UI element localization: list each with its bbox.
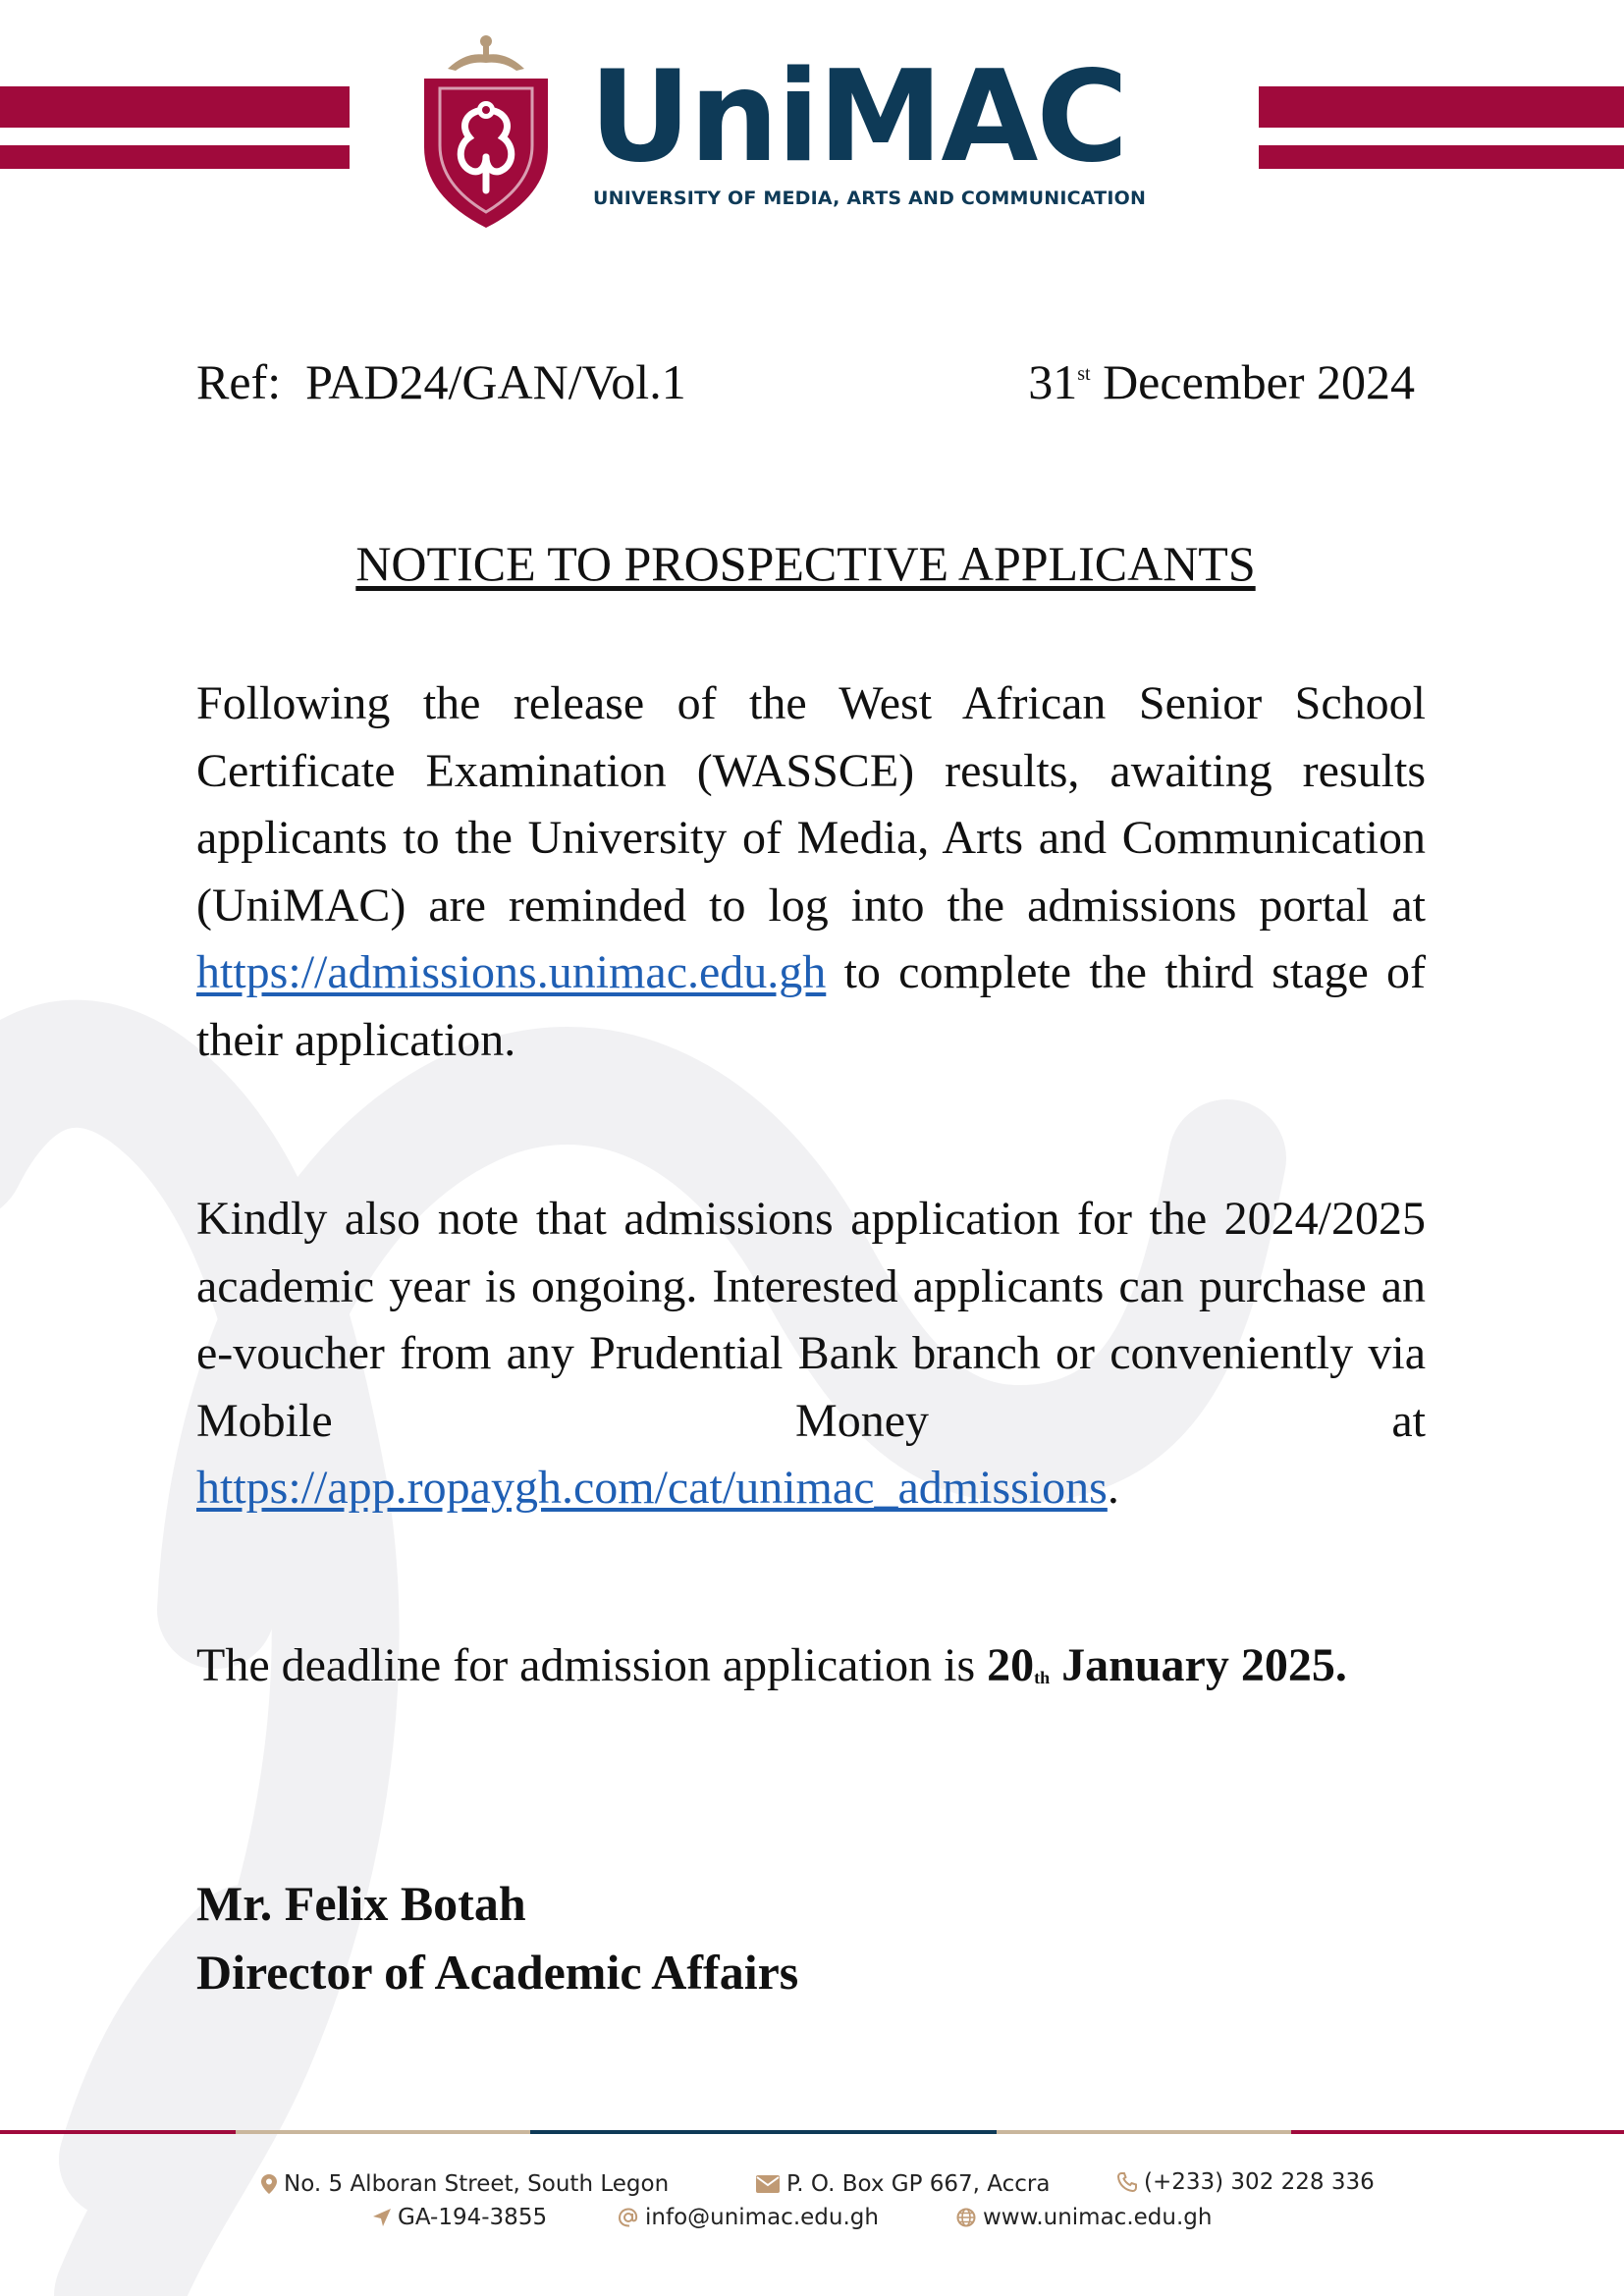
envelope-icon [756, 2175, 780, 2193]
footer-po-box-text: P. O. Box GP 667, Accra [786, 2171, 1051, 2197]
navigation-arrow-icon [373, 2209, 391, 2226]
reference-line [196, 353, 686, 410]
globe-icon [956, 2208, 976, 2227]
at-sign-icon [619, 2208, 638, 2227]
signatory-name: Mr. Felix Botah [196, 1876, 526, 1931]
deadline-day-suffix: th [1034, 1668, 1051, 1687]
brand-subtitle: UNIVERSITY OF MEDIA, ARTS AND COMMUNICATION [593, 187, 1147, 209]
footer-phone [1117, 2169, 1375, 2195]
location-pin-icon [261, 2174, 277, 2194]
date-month-year: December 2024 [1103, 354, 1415, 409]
p3-text: The deadline for admission application is [196, 1639, 976, 1691]
footer-divider-navy [530, 2130, 997, 2134]
footer-gps-text: GA-194-3855 [398, 2205, 548, 2230]
university-wordmark [589, 44, 1218, 209]
paragraph-results-reminder [196, 670, 1426, 1074]
footer-website-text: www.unimac.edu.gh [983, 2205, 1213, 2230]
footer-phone-text: (+233) 302 228 336 [1144, 2169, 1375, 2195]
footer-website [956, 2205, 1212, 2230]
date-suffix: st [1077, 363, 1091, 385]
signatory-title: Director of Academic Affairs [196, 1945, 799, 2000]
letterhead-band-right [1259, 86, 1624, 171]
paragraph-deadline [196, 1632, 1426, 1700]
p1-text: Following the release of the West African Senior School Certificate Examination (WASSCE) results, awaiting results applicants to the University of Media, Arts and Communication (UniMAC) are reminded to log into the admissions portal at [196, 677, 1426, 932]
footer-divider-crimson-right [1291, 2130, 1624, 2134]
footer-gps-address [373, 2205, 547, 2230]
letter-date [1028, 353, 1415, 410]
footer-divider-gold-right [997, 2130, 1291, 2134]
deadline-day: 20 [987, 1639, 1035, 1691]
letterhead-band-left [0, 86, 350, 171]
p1-text-end: to complete the third stage of their application. [196, 946, 1427, 1066]
footer-divider-crimson-left [0, 2130, 236, 2134]
university-crest-logo [412, 31, 560, 233]
footer-address-text: No. 5 Alboran Street, South Legon [284, 2171, 670, 2197]
footer-divider-gold-left [236, 2130, 530, 2134]
footer-address [261, 2171, 669, 2197]
notice-title: NOTICE TO PROSPECTIVE APPLICANTS [355, 536, 1256, 591]
date-day: 31 [1028, 354, 1078, 409]
brand-name: UniMAC [589, 44, 1127, 190]
deadline-month-year: January 2025. [1061, 1639, 1347, 1691]
deadline-date [987, 1639, 1347, 1691]
paragraph-application-ongoing [196, 1186, 1426, 1522]
ref-label: Ref: [196, 354, 282, 409]
p2-text-end: . [1107, 1462, 1119, 1514]
ropay-voucher-link[interactable]: https://app.ropaygh.com/cat/unimac_admissions [196, 1462, 1108, 1514]
footer-email [619, 2205, 879, 2230]
footer-po-box [756, 2171, 1050, 2197]
p2-text: Kindly also note that admissions application for the 2024/2025 academic year is ongoing. Interested applicants can purchase an e-voucher from any Prudential Bank branch or conveniently via Mobile Money at [196, 1193, 1426, 1447]
phone-icon [1117, 2172, 1137, 2192]
footer-email-text: info@unimac.edu.gh [645, 2205, 879, 2230]
ref-value: PAD24/GAN/Vol.1 [305, 354, 686, 409]
admissions-portal-link[interactable]: https://admissions.unimac.edu.gh [196, 946, 827, 998]
